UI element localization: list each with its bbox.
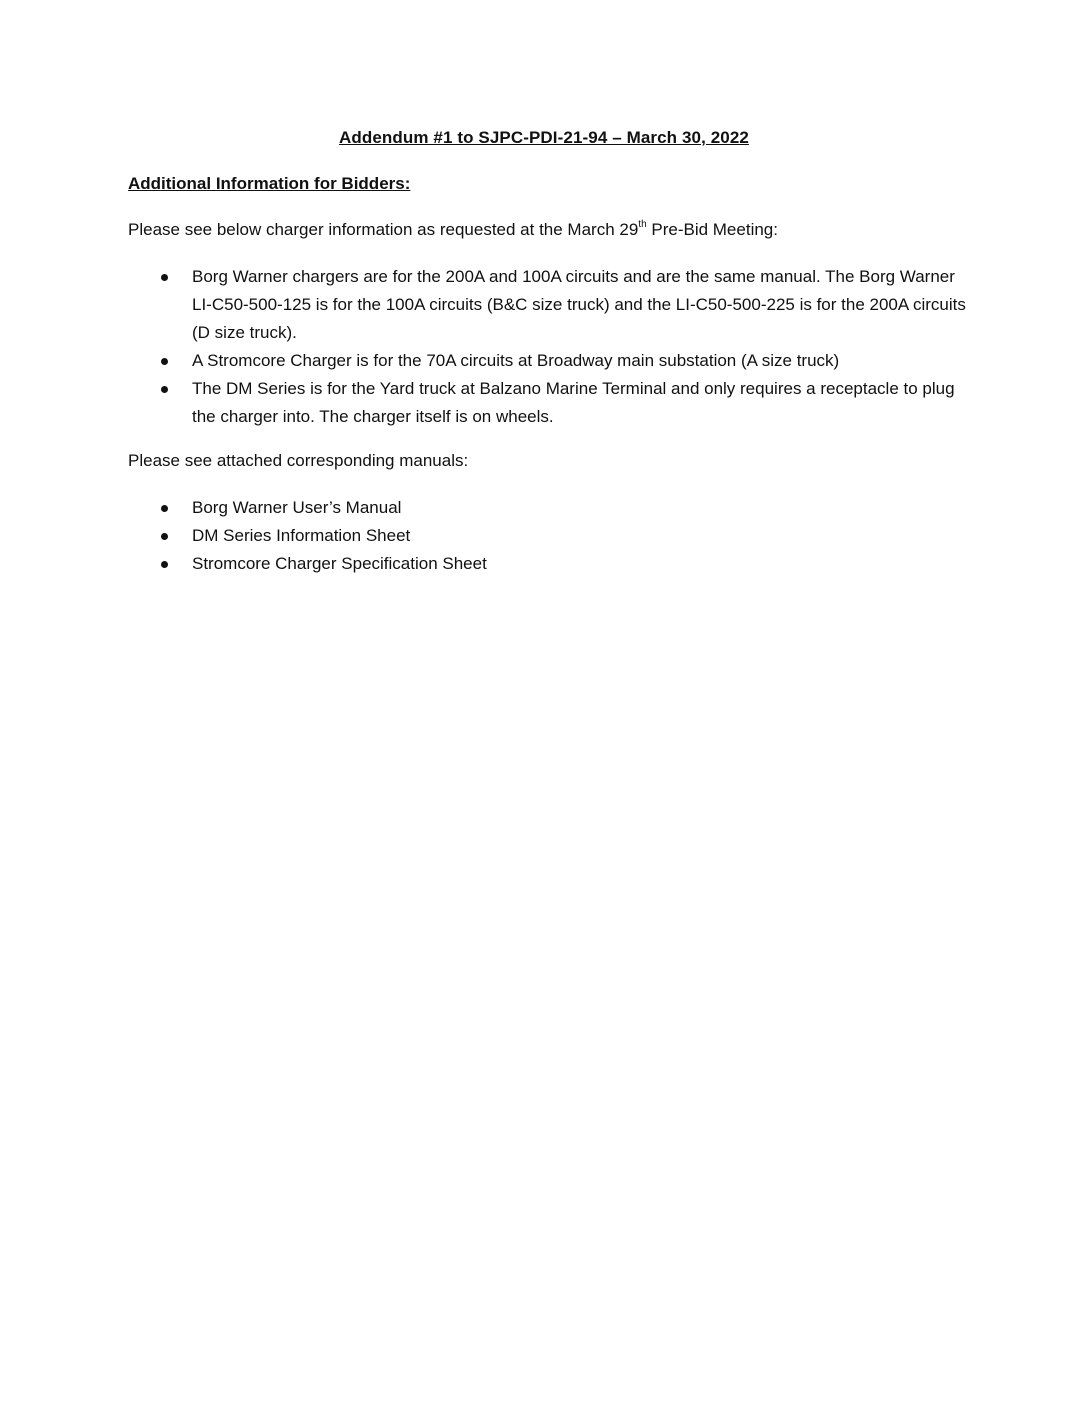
list-item <box>128 494 968 522</box>
document-title: Addendum #1 to SJPC-PDI-21-94 – March 30, 2022 <box>339 128 749 147</box>
list-item <box>128 375 968 431</box>
intro-text-end: Pre-Bid Meeting: <box>646 220 778 239</box>
section-heading: Additional Information for Bidders: <box>128 174 411 193</box>
bullet-icon <box>161 274 168 281</box>
list-item-text: The DM Series is for the Yard truck at Balzano Marine Terminal and only requires a receptacle to plug the charger into. The charger itself is on wheels. <box>192 379 955 426</box>
bullet-icon <box>161 358 168 365</box>
manual-bullet-list <box>128 494 968 578</box>
bullet-icon <box>161 561 168 568</box>
charger-bullet-list <box>128 263 968 431</box>
list-item-text: Borg Warner chargers are for the 200A and 100A circuits and are the same manual. The Borg Warner LI-C50-500-125 is for the 100A circuits (B&C size truck) and the LI-C50-500-225 is for the 200A circuits (D size truck). <box>192 267 966 342</box>
manuals-intro-paragraph: Please see attached corresponding manuals: <box>128 451 469 470</box>
ordinal-suffix: th <box>638 219 647 230</box>
list-item <box>128 263 968 347</box>
list-item <box>128 550 968 578</box>
bullet-icon <box>161 386 168 393</box>
intro-text: Please see below charger information as requested at the March 29 <box>128 220 639 239</box>
list-item <box>128 522 968 550</box>
list-item <box>128 347 968 375</box>
list-item-text: Borg Warner User’s Manual <box>192 498 402 517</box>
bullet-icon <box>161 505 168 512</box>
list-item-text: A Stromcore Charger is for the 70A circuits at Broadway main substation (A size truck) <box>192 351 840 370</box>
intro-paragraph <box>128 220 778 240</box>
list-item-text: DM Series Information Sheet <box>192 526 411 545</box>
bullet-icon <box>161 533 168 540</box>
list-item-text: Stromcore Charger Specification Sheet <box>192 554 487 573</box>
